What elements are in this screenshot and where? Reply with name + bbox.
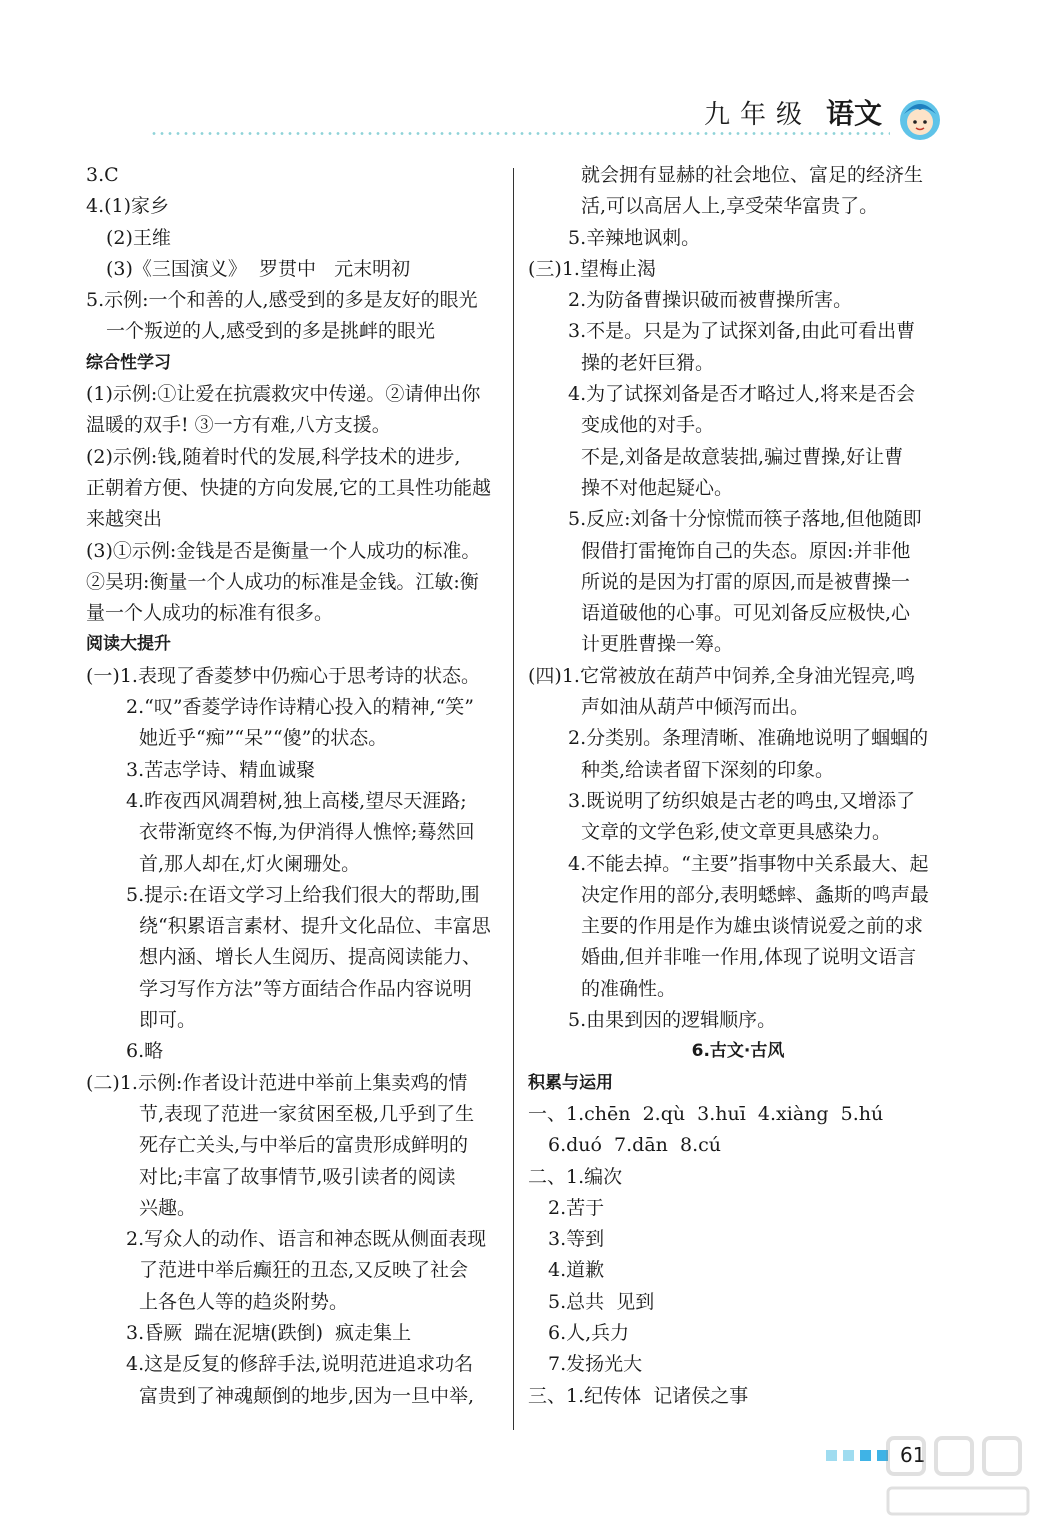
answer-line: 正朝着方便、快捷的方向发展,它的工具性功能越 (86, 476, 492, 499)
mascot-icon (896, 92, 944, 144)
answer-line: 活,可以高居人上,享受荣华富贵了。 (581, 195, 879, 218)
section-heading: 综合性学习 (86, 352, 171, 373)
answer-line: 量一个人成功的标准有很多。 (86, 602, 334, 625)
answer-line: 操的老奸巨猾。 (581, 351, 715, 374)
answer-line: 声如油从葫芦中倾泻而出。 (581, 696, 810, 719)
answer-line: 5.示例:一个和善的人,感受到的多是友好的眼光 (86, 289, 478, 312)
answer-line: ②吴玥:衡量一个人成功的标准是金钱。江敏:衡 (86, 570, 479, 593)
answer-line: 语道破他的心事。可见刘备反应极快,心 (581, 602, 911, 625)
left-column (86, 160, 496, 1412)
answer-line: 计更胜曹操一筹。 (581, 633, 734, 656)
answer-line: 3.昏厥 踹在泥塘(跌倒) 疯走集上 (126, 1321, 412, 1344)
page-number: 61 (900, 1443, 926, 1467)
answer-line: 3.苦志学诗、精血诚聚 (126, 758, 316, 781)
answer-line: 死存亡关头,与中举后的富贵形成鲜明的 (139, 1134, 469, 1157)
answer-line: (一)1.表现了香菱梦中仍痴心于思考诗的状态。 (86, 664, 480, 687)
answer-line: 来越突出 (86, 508, 163, 531)
answer-line: (三)1.望梅止渴 (528, 257, 656, 280)
footer-square-icon (843, 1450, 854, 1461)
answer-line: 即可。 (139, 1009, 197, 1032)
answer-line: 3.既说明了纺织娘是古老的鸣虫,又增添了 (568, 789, 916, 812)
answer-line: (2)示例:钱,随着时代的发展,科学技术的进步, (86, 445, 461, 468)
answer-line: 6.略 (126, 1040, 164, 1063)
answer-line: 就会拥有显赫的社会地位、富足的经济生 (581, 164, 924, 186)
answer-line: 文章的文学色彩,使文章更具感染力。 (581, 821, 892, 844)
answer-line: 5.提示:在语文学习上给我们很大的帮助,围 (126, 883, 480, 906)
answer-line: 节,表现了范进一家贫困至极,几乎到了生 (139, 1102, 475, 1125)
answer-line: 3.不是。只是为了试探刘备,由此可看出曹 (568, 320, 916, 343)
answer-line: 假借打雷掩饰自己的失态。原因:并非他 (581, 539, 911, 562)
answer-line: 5.由果到因的逻辑顺序。 (568, 1009, 777, 1032)
header-dotted-rule (150, 132, 890, 135)
answer-line: 了范进中举后癫狂的丑态,又反映了社会 (139, 1259, 469, 1282)
answer-line: 4.(1)家乡 (86, 195, 170, 218)
answer-line: 一个叛逆的人,感受到的多是挑衅的眼光 (106, 320, 436, 343)
answer-line: 4.昨夜西风凋碧树,独上高楼,望尽天涯路; (126, 789, 467, 812)
answer-line: 对比;丰富了故事情节,吸引读者的阅读 (139, 1165, 456, 1188)
answer-line: 操不对他起疑心。 (581, 476, 734, 499)
answer-line: (四)1.它常被放在葫芦中饲养,全身油光锃亮,鸣 (528, 664, 916, 687)
answer-line: 4.不能去掉。“主要”指事物中关系最大、起 (568, 852, 929, 875)
answer-line: 的准确性。 (581, 977, 677, 1000)
answer-line: 种类,给读者留下深刻的印象。 (581, 758, 835, 781)
answer-line: 变成他的对手。 (581, 414, 715, 437)
answer-line: 2.“叹”香菱学诗作诗精心投入的精神,“笑” (126, 696, 475, 719)
footer-square-icon (826, 1450, 837, 1461)
answer-line: 5.反应:刘备十分惊慌而筷子落地,但他随即 (568, 508, 922, 531)
page-header (704, 92, 882, 132)
answer-line: 富贵到了神魂颠倒的地步,因为一旦中举, (139, 1384, 475, 1407)
answer-line: 婚曲,但并非唯一作用,体现了说明文语言 (581, 946, 917, 969)
answer-line: 温暖的双手! ③一方有难,八方支援。 (86, 414, 391, 437)
answer-line: 2.分类别。条理清晰、准确地说明了蝈蝈的 (568, 727, 929, 750)
answer-line: 二、1.编次 (528, 1165, 623, 1188)
answer-line: 兴趣。 (139, 1196, 197, 1219)
subject-label: 语文 (825, 97, 882, 130)
answer-line: 5.辛辣地讽刺。 (568, 226, 701, 249)
right-column (528, 160, 948, 1412)
answer-line: 3.等到 (548, 1228, 605, 1251)
section-heading: 阅读大提升 (86, 634, 171, 655)
answer-line: 绕“积累语言素材、提升文化品位、丰富思 (139, 915, 491, 938)
grade-label: 九年级 (703, 100, 812, 130)
answer-line: 衣带渐宽终不悔,为伊消得人憔悴;蓦然回 (139, 821, 475, 844)
answer-line: 一、1.chēn 2.qù 3.huī 4.xiàng 5.hú (528, 1102, 884, 1125)
answer-line: 她近乎“痴”“呆”“傻”的状态。 (139, 727, 388, 750)
answer-line: 决定作用的部分,表明蟋蟀、螽斯的鸣声最 (581, 883, 930, 906)
answer-line: 7.发扬光大 (548, 1353, 643, 1376)
answer-line: (2)王维 (106, 226, 171, 249)
answer-line: 2.苦于 (548, 1196, 605, 1219)
section-heading: 6.古文·古风 (691, 1041, 785, 1062)
answer-line: 4.道歉 (548, 1259, 605, 1282)
watermark-logo (880, 1428, 1040, 1528)
answer-line: 4.这是反复的修辞手法,说明范进追求功名 (126, 1353, 474, 1376)
answer-line: 想内涵、增长人生阅历、提高阅读能力、 (139, 946, 482, 969)
section-heading: 积累与运用 (528, 1072, 613, 1093)
answer-line: 3.C (86, 164, 119, 186)
answer-line: (3)①示例:金钱是否是衡量一个人成功的标准。 (86, 539, 481, 562)
footer-square-icon (860, 1450, 871, 1461)
answer-line: 2.写众人的动作、语言和神态既从侧面表现 (126, 1228, 487, 1251)
answer-line: 6.人,兵力 (548, 1321, 630, 1344)
answer-line: (1)示例:①让爱在抗震救灾中传递。②请伸出你 (86, 383, 481, 406)
answer-line: 上各色人等的趋炎附势。 (139, 1290, 349, 1313)
answer-line: 学习写作方法”等方面结合作品内容说明 (139, 977, 472, 1000)
answer-line: 所说的是因为打雷的原因,而是被曹操一 (581, 570, 911, 593)
answer-line: (3)《三国演义》 罗贯中 元末明初 (106, 257, 411, 280)
answer-line: 主要的作用是作为雄虫谈情说爱之前的求 (581, 915, 924, 938)
answer-line: 4.为了试探刘备是否才略过人,将来是否会 (568, 383, 916, 406)
answer-line: 5.总共 见到 (548, 1290, 655, 1313)
answer-line: 不是,刘备是故意装拙,骗过曹操,好让曹 (581, 445, 904, 468)
answer-line: 6.duó 7.dān 8.cú (548, 1134, 721, 1157)
answer-line: 三、1.纪传体 记诸侯之事 (528, 1384, 749, 1407)
column-divider (513, 168, 514, 1430)
answer-line: 2.为防备曹操识破而被曹操所害。 (568, 289, 853, 312)
answer-line: (二)1.示例:作者设计范进中举前上集卖鸡的情 (86, 1071, 468, 1094)
answer-line: 首,那人却在,灯火阑珊处。 (139, 852, 361, 875)
